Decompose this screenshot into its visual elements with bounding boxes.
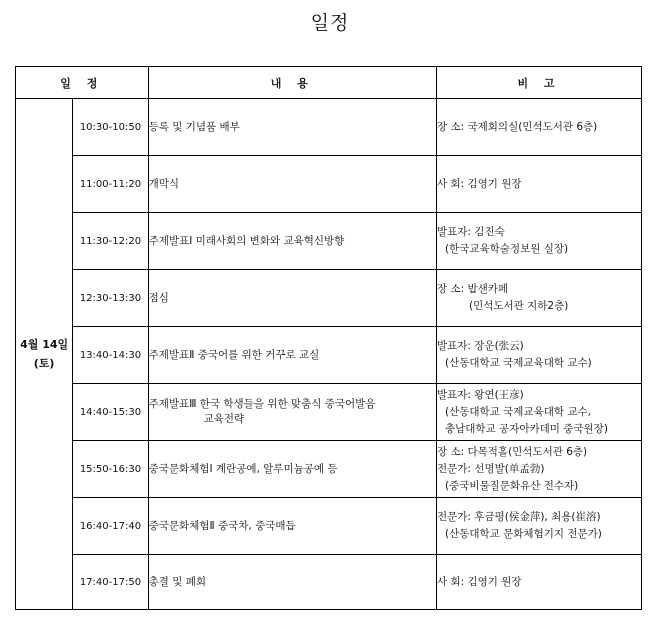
note-line: (중국비물질문화유산 전수자) <box>445 479 579 492</box>
note-line: 장 소: 국제회의실(민석도서관 6층) <box>437 120 598 133</box>
note-cell <box>437 498 642 555</box>
table-row <box>16 441 642 498</box>
table-header-row <box>16 67 642 99</box>
note-line: 발표자: 김진숙 <box>437 226 505 238</box>
note-line: 발표자: 왕연(王彦) <box>437 388 524 401</box>
table-row <box>16 99 642 156</box>
content-cell <box>148 327 436 384</box>
schedule-table <box>15 66 642 610</box>
content-cell <box>148 99 436 156</box>
note-cell <box>437 555 642 610</box>
table-row <box>16 156 642 213</box>
note-line: 장 소: 밥샌카페 <box>437 283 509 295</box>
table-row <box>16 384 642 441</box>
content-cell <box>148 213 436 270</box>
note-cell <box>437 270 642 327</box>
note-line: 장 소: 다목적홀(민석도서관 6층) <box>437 445 588 458</box>
header-note: 비 고 <box>437 67 642 99</box>
note-line: 충남대학교 공자아카데미 중국원장) <box>445 422 608 435</box>
time-cell: 17:40-17:50 <box>73 555 148 610</box>
date-day: 4월 14일 <box>20 338 69 351</box>
content-cell <box>148 384 436 441</box>
content-line: 교육전략 <box>203 413 245 425</box>
note-line: 사 회: 김영기 원장 <box>437 575 522 588</box>
date-weekday: (토) <box>33 357 55 370</box>
content-line: 주제발표Ⅰ 미래사회의 변화와 교육혁신방향 <box>148 234 345 247</box>
content-line: 중국문화체험Ⅱ 중국차, 중국매듭 <box>148 519 296 532</box>
date-cell <box>16 99 73 610</box>
note-line: (산동대학교 문화체험기지 전문가) <box>445 528 602 540</box>
note-cell <box>437 441 642 498</box>
content-line: 주제발표Ⅱ 중국어를 위한 거꾸로 교실 <box>148 348 320 361</box>
content-line: 중국문화체험Ⅰ 계란공예, 알루미늄공예 등 <box>148 462 338 475</box>
note-line: 전문가: 선명발(单孟勃) <box>437 462 545 475</box>
content-line: 등록 및 기념품 배부 <box>148 120 240 133</box>
note-cell <box>437 156 642 213</box>
note-cell <box>437 99 642 156</box>
note-line: 전문가: 후금평(侯金萍), 최용(崔溶) <box>437 511 601 523</box>
table-row <box>16 555 642 610</box>
note-line: (민석도서관 지하2층) <box>469 300 569 312</box>
time-cell: 11:00-11:20 <box>73 156 148 213</box>
note-line: (산동대학교 국제교육대학 교수) <box>445 357 592 369</box>
content-line: 주제발표Ⅲ 한국 학생들을 위한 맞춤식 중국어발음 <box>148 398 376 410</box>
header-date: 일 정 <box>16 67 149 99</box>
note-line: (산동대학교 국제교육대학 교수, <box>445 405 591 418</box>
content-cell <box>148 270 436 327</box>
time-cell: 10:30-10:50 <box>73 99 148 156</box>
table-row <box>16 270 642 327</box>
note-line: 사 회: 김영기 원장 <box>437 177 522 190</box>
table-row <box>16 213 642 270</box>
note-cell <box>437 213 642 270</box>
content-cell <box>148 498 436 555</box>
time-cell: 15:50-16:30 <box>73 441 148 498</box>
table-row <box>16 327 642 384</box>
content-cell <box>148 555 436 610</box>
note-line: (한국교육학술정보원 실장) <box>445 243 569 255</box>
content-line: 총결 및 폐회 <box>148 575 207 588</box>
time-cell: 16:40-17:40 <box>73 498 148 555</box>
time-cell: 12:30-13:30 <box>73 270 148 327</box>
content-cell <box>148 441 436 498</box>
time-cell: 11:30-12:20 <box>73 213 148 270</box>
content-line: 개막식 <box>148 177 180 190</box>
note-cell <box>437 327 642 384</box>
table-row <box>16 498 642 555</box>
time-cell: 14:40-15:30 <box>73 384 148 441</box>
content-cell <box>148 156 436 213</box>
page-title: 일정 <box>310 12 350 34</box>
note-line: 발표자: 장운(张云) <box>437 340 524 352</box>
header-content: 내 용 <box>148 67 436 99</box>
note-cell <box>437 384 642 441</box>
time-cell: 13:40-14:30 <box>73 327 148 384</box>
content-line: 점심 <box>148 291 169 304</box>
